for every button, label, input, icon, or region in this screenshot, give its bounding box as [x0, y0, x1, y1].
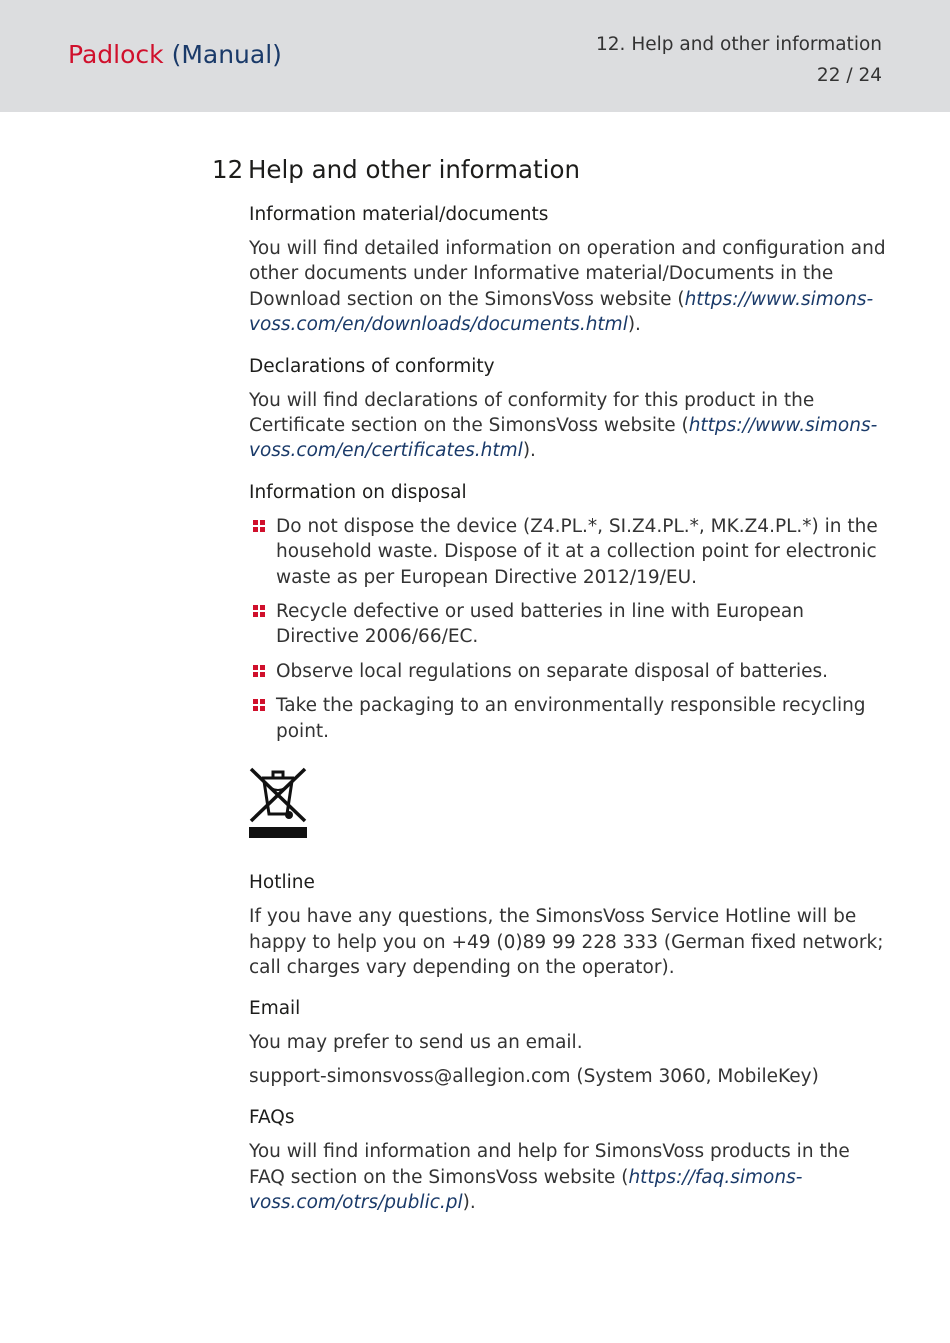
- hotline-heading: Hotline: [249, 872, 315, 894]
- disposal-item-text: Recycle defective or used batteries in line with European Directive 2006/66/EC.: [276, 601, 804, 648]
- chapter-heading: [212, 155, 580, 184]
- info-material-heading: Information material/documents: [249, 204, 549, 225]
- header-section: 12. Help and other information: [596, 34, 882, 55]
- brand-subtitle: (Manual): [171, 40, 282, 69]
- downloads-link[interactable]: https://www.simons-voss.com/en/downloads/documents.html: [249, 288, 874, 336]
- info-material-text-start: You will find detailed information on operation and configuration and other documents under Informative material/Documents in the Download section on the SimonsVoss website (: [249, 238, 886, 310]
- disposal-heading: Information on disposal: [249, 481, 467, 503]
- document-title: [68, 40, 282, 69]
- page-content: [249, 202, 889, 1231]
- faqs-text-end: ).: [462, 1191, 476, 1213]
- faqs-text-start: You will find information and help for SimonsVoss products in the FAQ section on the SimonsVoss website (: [249, 1141, 850, 1188]
- faqs-text: [249, 1139, 889, 1215]
- hotline-text: If you have any questions, the SimonsVoss Service Hotline will be happy to help you on +49 (0)89 99 228 333 (German fixed network; call charges vary depending on the operator).: [249, 906, 884, 978]
- red-squares-bullet-icon: [253, 520, 265, 532]
- red-squares-bullet-icon: [253, 699, 265, 711]
- info-material-text-end: ).: [627, 314, 641, 336]
- disposal-item-text: Take the packaging to an environmentally responsible recycling point.: [276, 695, 866, 742]
- red-squares-bullet-icon: [253, 665, 265, 677]
- chapter-title: Help and other information: [248, 155, 580, 184]
- disposal-item-text: Observe local regulations on separate disposal of batteries.: [276, 660, 829, 682]
- info-material-text: [249, 236, 889, 338]
- list-item: [249, 693, 889, 744]
- conformity-heading: Declarations of conformity: [249, 355, 495, 377]
- certificates-link[interactable]: https://www.simons-voss.com/en/certificates.html: [249, 415, 878, 462]
- disposal-item-text: Do not dispose the device (Z4.PL.*, SI.Z4.PL.*, MK.Z4.PL.*) in the household waste. Dispose of it at a collection point for electronic waste as per European Directive 2012/19/EU.: [276, 515, 878, 588]
- conformity-text-start: You will find declarations of conformity for this product in the Certificate section on the SimonsVoss website (: [249, 389, 815, 437]
- faq-link[interactable]: https://faq.simons-voss.com/otrs/public.pl: [249, 1166, 803, 1213]
- brand-product: Padlock: [68, 40, 164, 69]
- faqs-heading: FAQs: [249, 1107, 295, 1129]
- weee-crossed-bin-icon: [249, 766, 307, 840]
- email-address: support-simonsvoss@allegion.com (System 3060, MobileKey): [249, 1065, 819, 1087]
- list-item: [249, 514, 889, 590]
- chapter-number: 12: [212, 155, 244, 184]
- disposal-list: [249, 514, 889, 744]
- conformity-text: [249, 388, 889, 464]
- list-item: [249, 599, 889, 650]
- email-text: You may prefer to send us an email.: [249, 1032, 583, 1054]
- list-item: [249, 659, 889, 684]
- page-number: 22 / 24: [816, 65, 882, 86]
- page-header: [0, 0, 950, 112]
- red-squares-bullet-icon: [253, 605, 265, 617]
- email-heading: Email: [249, 998, 301, 1020]
- header-meta: [596, 29, 882, 91]
- conformity-text-end: ).: [522, 440, 536, 462]
